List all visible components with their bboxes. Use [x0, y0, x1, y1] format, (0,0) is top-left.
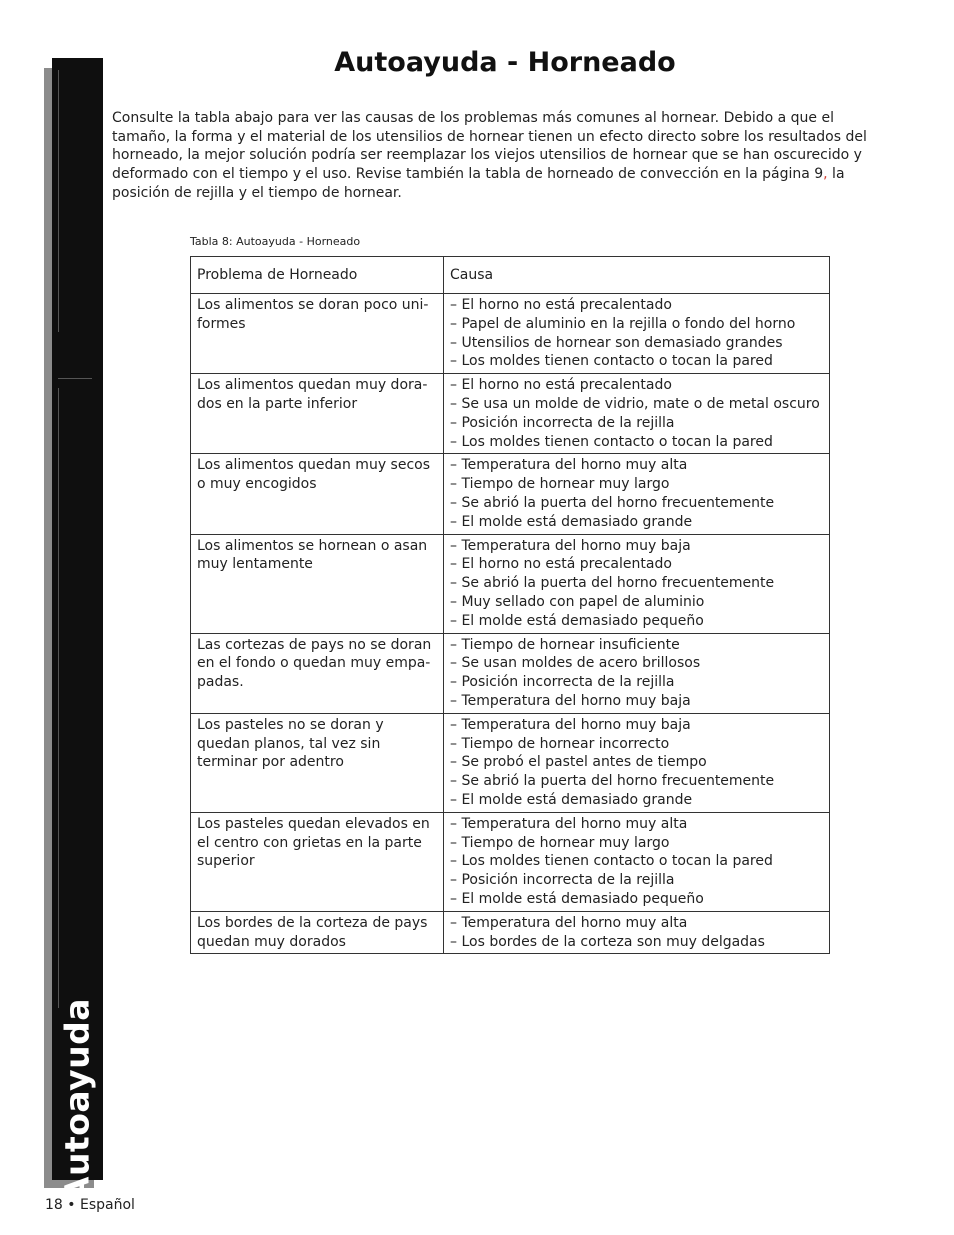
cause-item: – Los moldes tienen contacto o tocan la pared [450, 353, 773, 370]
side-tab-divider [58, 388, 59, 1008]
table-row [191, 534, 830, 633]
cause-item: – Tiempo de hornear muy largo [450, 834, 670, 851]
cause-item: – Tiempo de hornear insuficiente [450, 636, 680, 653]
cause-item: – El horno no está precalentado [450, 556, 672, 573]
table-row [191, 713, 830, 812]
table-row [191, 911, 830, 954]
problem-cell: Los pasteles no se doran y quedan planos, tal vez sin terminar por adentro [191, 713, 444, 812]
cause-item: – Se probó el pastel antes de tiempo [450, 754, 707, 771]
table-caption: Tabla 8: Autoayuda - Horneado [190, 235, 361, 248]
table-row [191, 633, 830, 713]
cause-cell [444, 294, 830, 374]
cause-cell [444, 812, 830, 911]
cause-cell [444, 713, 830, 812]
page-title: Autoayuda - Horneado [334, 47, 676, 78]
cause-item: – El horno no está precalentado [450, 377, 672, 394]
problem-cell: Los alimentos quedan muy secos o muy encogidos [191, 454, 444, 534]
problem-cell: Los bordes de la corteza de pays quedan muy dorados [191, 911, 444, 954]
cause-item: – El molde está demasiado grande [450, 791, 693, 808]
cause-item: – Posición incorrecta de la rejilla [450, 872, 675, 889]
cause-item: – Temperatura del horno muy baja [450, 537, 691, 554]
page-footer: 18 • Español [45, 1197, 135, 1213]
problem-cell: Los pasteles quedan elevados en el centro con grietas en la parte superior [191, 812, 444, 911]
problem-cell: Los alimentos se doran poco uni-formes [191, 294, 444, 374]
cause-item: – Temperatura del horno muy alta [450, 815, 688, 832]
table-body [191, 294, 830, 954]
cause-item: – Temperatura del horno muy baja [450, 716, 691, 733]
cause-item: – Tiempo de hornear incorrecto [450, 735, 670, 752]
cause-item: – Se usa un molde de vidrio, mate o de metal oscuro [450, 395, 820, 412]
cause-item: – Los bordes de la corteza son muy delgadas [450, 933, 765, 950]
table-row [191, 374, 830, 454]
cause-item: – El horno no está precalentado [450, 297, 672, 313]
problem-cell: Los alimentos quedan muy dora-dos en la parte inferior [191, 374, 444, 454]
table-header-row [191, 257, 830, 294]
table-row [191, 812, 830, 911]
cause-cell [444, 633, 830, 713]
side-tab-label: Autoayuda [57, 997, 97, 1203]
intro-text-end: la posición de rejilla y el tiempo de hornear. [112, 166, 845, 201]
cause-item: – Se abrió la puerta del horno frecuentemente [450, 773, 775, 790]
intro-text: Consulte la tabla abajo para ver las causas de los problemas más comunes al hornear. Debido a que el tamaño, la forma y el material de los utensilios de hornear tienen un efecto directo sobre los resultados del horneado, la mejor solución podría ser reemplazar los viejos utensilios de hornear que se han oscurecido y deformado con el tiempo y el uso. Revise también la tabla de horneado de convección en la página 9 [112, 110, 867, 183]
cause-item: – Tiempo de hornear muy largo [450, 476, 670, 493]
cause-item: – Se abrió la puerta del horno frecuentemente [450, 494, 775, 511]
troubleshooting-table [190, 256, 830, 954]
cause-item: – Utensilios de hornear son demasiado grandes [450, 334, 783, 351]
cause-cell [444, 534, 830, 633]
table-row [191, 454, 830, 534]
cause-item: – Se abrió la puerta del horno frecuentemente [450, 575, 775, 592]
cause-item: – El molde está demasiado pequeño [450, 612, 704, 629]
intro-red-mark: , [823, 166, 828, 183]
cause-item: – El molde está demasiado pequeño [450, 890, 704, 907]
cause-item: – Los moldes tienen contacto o tocan la pared [450, 853, 773, 870]
intro-paragraph [112, 109, 892, 203]
side-tab-divider [58, 70, 59, 332]
cause-item: – Temperatura del horno muy alta [450, 457, 688, 474]
cause-item: – Temperatura del horno muy alta [450, 914, 688, 931]
side-tab-divider [58, 378, 92, 379]
cause-cell [444, 454, 830, 534]
cause-item: – Posición incorrecta de la rejilla [450, 674, 675, 691]
problem-cell: Las cortezas de pays no se doran en el fondo o quedan muy empa-padas. [191, 633, 444, 713]
cause-item: – Temperatura del horno muy baja [450, 692, 691, 709]
problem-cell: Los alimentos se hornean o asan muy lentamente [191, 534, 444, 633]
cause-item: – Los moldes tienen contacto o tocan la pared [450, 433, 773, 450]
column-header-problem: Problema de Horneado [191, 257, 444, 294]
cause-item: – Papel de aluminio en la rejilla o fondo del horno [450, 315, 796, 332]
column-header-cause: Causa [444, 257, 830, 294]
cause-item: – Se usan moldes de acero brillosos [450, 655, 701, 672]
cause-item: – El molde está demasiado grande [450, 513, 693, 530]
cause-item: – Posición incorrecta de la rejilla [450, 414, 675, 431]
cause-cell [444, 911, 830, 954]
table-row [191, 294, 830, 374]
cause-cell [444, 374, 830, 454]
cause-item: – Muy sellado con papel de aluminio [450, 593, 705, 610]
